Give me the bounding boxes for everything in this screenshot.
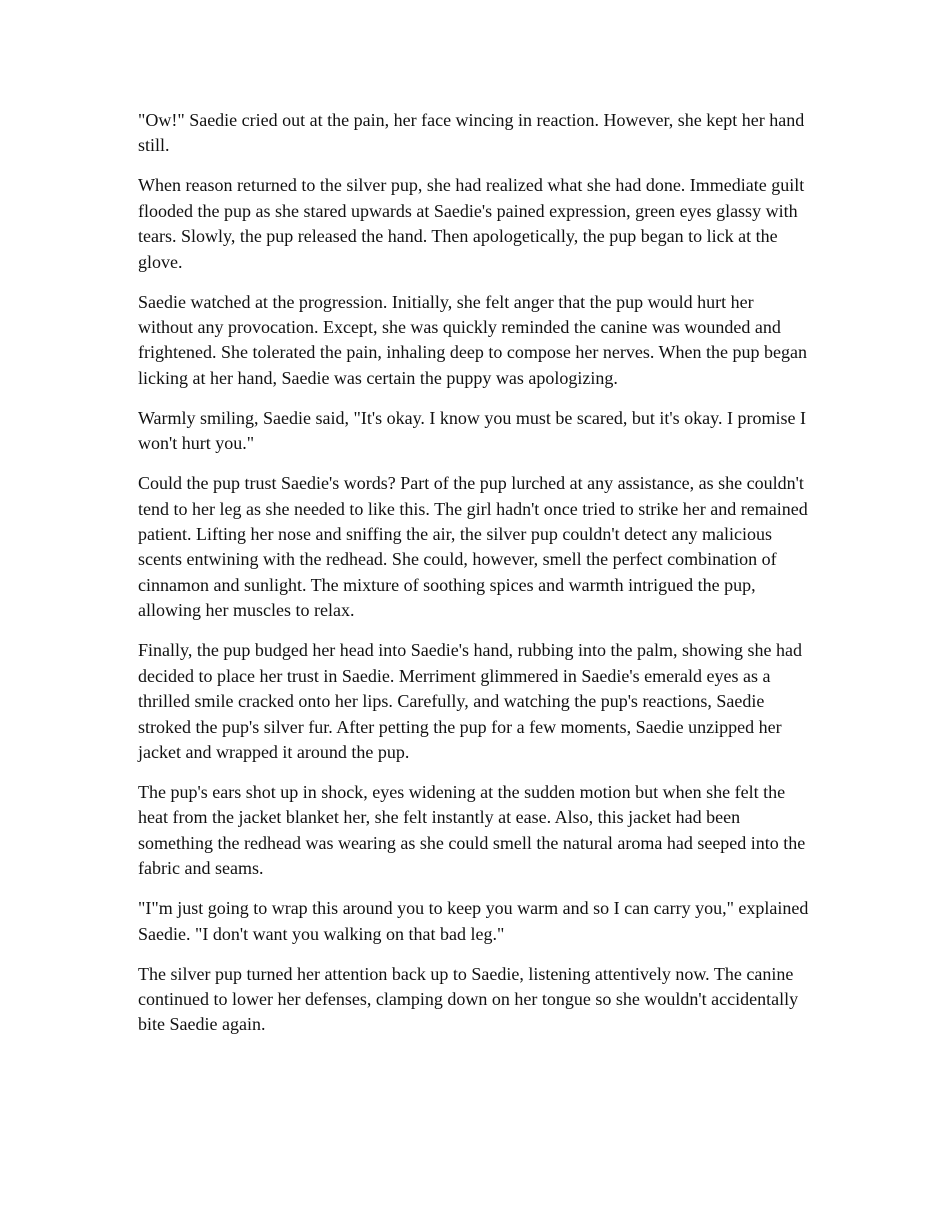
paragraph: Saedie watched at the progression. Initially, she felt anger that the pup would hurt her without any provocation. Except, she was quickly reminded the canine was wounded and frightened. She tolerated the pain, inhaling deep to compose her nerves. When the pup began licking at her hand, Saedie was certain the puppy was apologizing. [138,291,807,388]
paragraph: "I"m just going to wrap this around you to keep you warm and so I can carry you," explained Saedie. "I don't want you walking on that bad leg." [138,898,809,944]
paragraph: The silver pup turned her attention back up to Saedie, listening attentively now. The canine continued to lower her defenses, clamping down on her tongue so she wouldn't accidentally bite Saedie again. [138,963,799,1035]
paragraph: The pup's ears shot up in shock, eyes widening at the sudden motion but when she felt the heat from the jacket blanket her, she felt instantly at ease. Also, this jacket had been something the redhead was wearing as she could smell the natural aroma had seeped into the fabric and seams. [138,781,806,879]
document-body [138,108,810,1052]
paragraph: Warmly smiling, Saedie said, "It's okay. I know you must be scared, but it's okay. I promise I won't hurt you." [138,407,806,454]
paragraph: Finally, the pup budged her head into Saedie's hand, rubbing into the palm, showing she had decided to place her trust in Saedie. Merriment glimmered in Saedie's emerald eyes as a thrilled smile cracked onto her lips. Carefully, and watching the pup's reactions, Saedie stroked the pup's silver fur. After petting the pup for a few moments, Saedie unzipped her jacket and wrapped it around the pup. [138,640,802,762]
paragraph: Could the pup trust Saedie's words? Part of the pup lurched at any assistance, as she couldn't tend to her leg as she needed to like this. The girl hadn't once tried to strike her and remained patient. Lifting her nose and sniffing the air, the silver pup couldn't detect any malicious scents entwining with the redhead. She could, however, smell the perfect combination of cinnamon and sunlight. The mixture of soothing spices and warmth intrigued the pup, allowing her muscles to relax. [138,473,808,621]
paragraph: "Ow!" Saedie cried out at the pain, her face wincing in reaction. However, she kept her hand still. [138,110,805,156]
paragraph: When reason returned to the silver pup, she had realized what she had done. Immediate guilt flooded the pup as she stared upwards at Saedie's pained expression, green eyes glassy with tears. Slowly, the pup released the hand. Then apologetically, the pup began to lick at the glove. [138,175,805,272]
